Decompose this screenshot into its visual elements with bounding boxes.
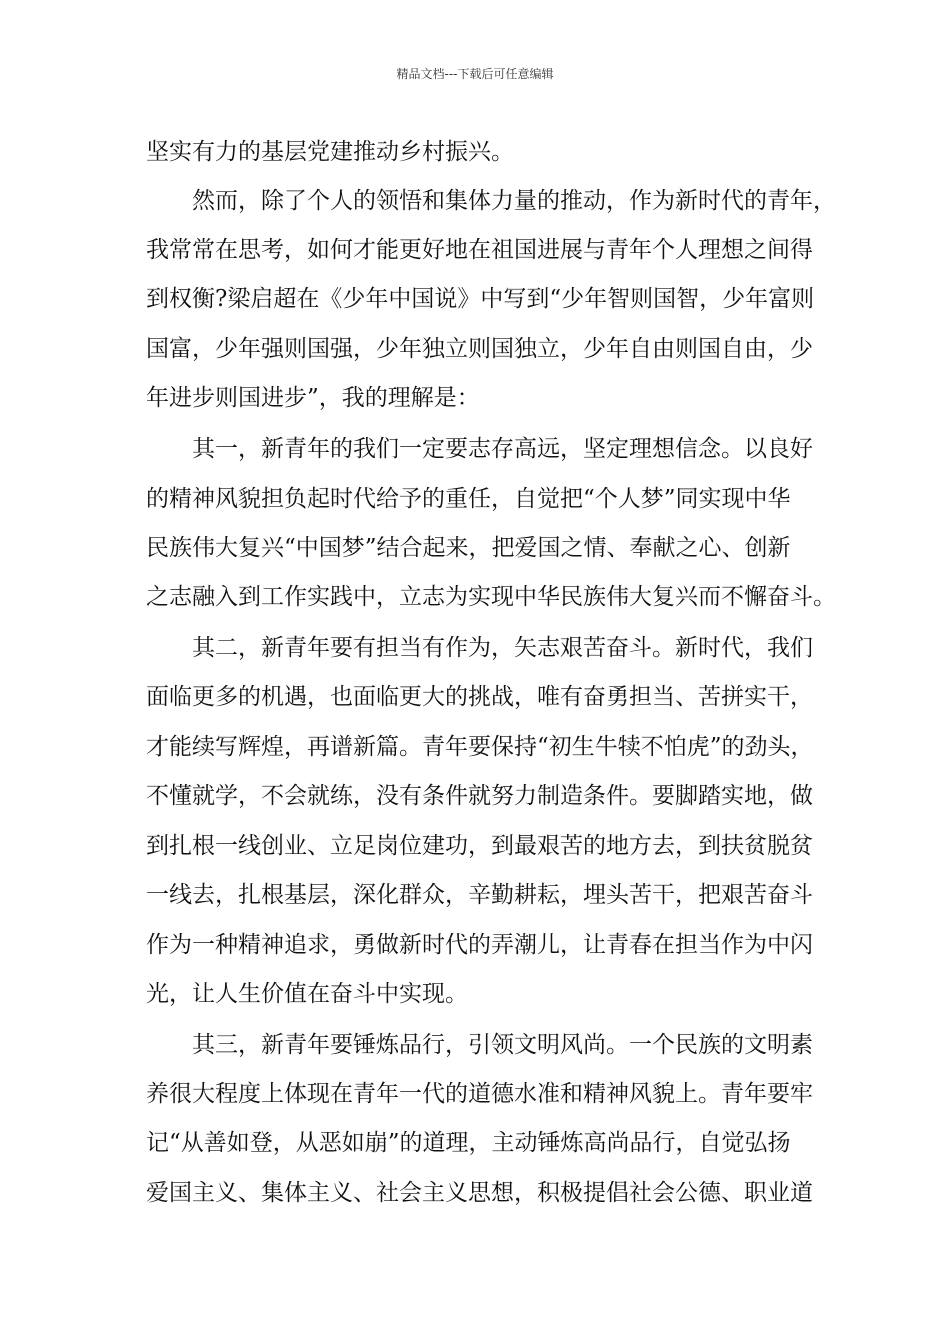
body-line: 到扎根一线创业、立足岗位建功，到最艰苦的地方去，到扶贫脱贫 <box>146 833 813 859</box>
body-line: 民族伟大复兴“中国梦”结合起来，把爱国之情、奉献之心、创新 <box>146 535 791 561</box>
body-line: 我常常在思考，如何才能更好地在祖国进展与青年个人理想之间得 <box>146 237 813 263</box>
body-line: 其三，新青年要锤炼品行，引领文明风尚。一个民族的文明素 <box>146 1032 813 1058</box>
body-line: 其一，新青年的我们一定要志存高远，坚定理想信念。以良好 <box>146 436 813 462</box>
body-line: 国富，少年强则国强，少年独立则国独立，少年自由则国自由，少 <box>146 336 813 362</box>
body-line: 不懂就学，不会就练，没有条件就努力制造条件。要脚踏实地，做 <box>146 783 813 809</box>
body-line: 一线去，扎根基层，深化群众，辛勤耕耘，埋头苦干，把艰苦奋斗 <box>146 882 813 908</box>
body-line: 然而，除了个人的领悟和集体力量的推动，作为新时代的青年， <box>146 188 836 214</box>
body-line: 其二，新青年要有担当有作为，矢志艰苦奋斗。新时代，我们 <box>146 635 813 661</box>
body-line: 才能续写辉煌，再谱新篇。青年要保持“初生牛犊不怕虎”的劲头， <box>146 734 814 760</box>
page-header: 精品文档---下载后可任意编辑 <box>396 67 554 81</box>
body-line: 记“从善如登，从恶如崩”的道理，主动锤炼高尚品行，自觉弘扬 <box>146 1130 791 1156</box>
body-line: 的精神风貌担负起时代给予的重任，自觉把“个人梦”同实现中华 <box>146 486 791 512</box>
body-line: 年进步则国进步”，我的理解是： <box>146 385 480 411</box>
body-line: 面临更多的机遇，也面临更大的挑战，唯有奋勇担当、苦拼实干， <box>146 684 813 710</box>
body-line: 养很大程度上体现在青年一代的道德水准和精神风貌上。青年要牢 <box>146 1081 813 1107</box>
body-line: 作为一种精神追求，勇做新时代的弄潮儿，让青春在担当作为中闪 <box>146 932 813 958</box>
body-line: 爱国主义、集体主义、社会主义思想，积极提倡社会公德、职业道 <box>146 1180 813 1206</box>
body-line: 到权衡?梁启超在《少年中国说》中写到“少年智则国智，少年富则 <box>146 286 815 312</box>
body-line: 坚实有力的基层党建推动乡村振兴。 <box>146 139 514 165</box>
body-line: 光，让人生价值在奋斗中实现。 <box>146 981 468 1007</box>
body-line: 之志融入到工作实践中，立志为实现中华民族伟大复兴而不懈奋斗。 <box>146 584 836 610</box>
